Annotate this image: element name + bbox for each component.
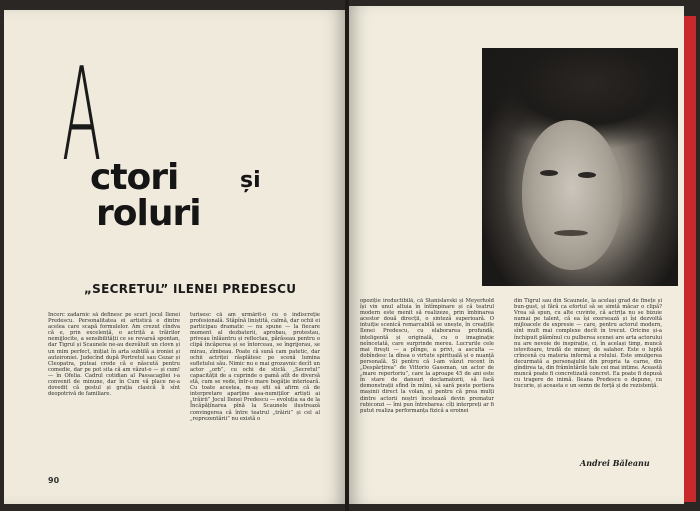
portrait-face [522, 120, 622, 270]
article-column-2: turisesc că am urmărit-o cu o indiscreție profesională. Stăpînă liniștită, calmă, dar ochii ei participau dramatic — nu spune — la fiecare moment al dezbaterii, aprobau, protestau, priveau înlăuntru și reflectau, părăseau pentru o clipă încăperea și se întorceau, se îngrijorau, se mirau, zîmbeau. Poate că sună cam patetic, dar ochii actriței răsplătesc pe scenă lumina sufletului său. Nimic nu e mai grozavnic decît un actor „orb”, cu ochi de sticlă. „Secretul” capacității de a cuprinde o gamă atît de diversă stă, cum se vede, într-o mare bogăție interioară. Cu toate acestea, m-aș sfii să afirm că de interpretare aparține asa-numiților artiști ai „trăirii” Jocul Ilenei Predescu — evoluția sa de la Încăpățînarea pînă la Scaunele ilustrează convingerea că între teatrul „trăirii” și cel al „reprezentării” nu există o [190, 312, 320, 422]
portrait-photo [482, 48, 678, 286]
article-column-3: opoziție ireductibilă, că Stanislavski și Meyerhold își vin unul altuia în întîmpinare și că teatrul modern este menit să realizeze, prin îmbinarea acestor două direcții, o sinteză superioară. O intuiție scenică remarcabilă se unește, în creațiile Ilenei Predescu, cu elaborarea profundă, inteligentă și originală, cu o imaginație neîncetată, care surprinde mereu. Lucrurile cele mai fireşti — a plînge, a privi, a asculta — dobîndesc la dînsa o virtute spirituală și o nuanță personală. Și pentru că l-am văzut recent în „Despărțirea” de Vittorio Gassman, un actor de „mare repertoriu”, care la aproape 45 de ani este în stare de dansuri declamatorii, să facă demonstrații sfînd în mîini, să sară peste portiera mașinii direct la volan, și pentru că prea mulți dintre actorii noștri încetează devin prematur rubiconzi — îmi pun întrebarea: cîți interpreți ar fi putut realiza performanța fizică a eroinei [360, 298, 494, 414]
title-word-actori: ctori [90, 157, 179, 198]
red-edge-tab [684, 16, 696, 502]
title-initial: A [62, 41, 100, 190]
article-subtitle: „SECRETUL” ILENEI PREDESCU [84, 282, 297, 296]
article-author: Andrei Băleanu [580, 458, 650, 468]
page-number: 90 [48, 476, 60, 485]
title-word-roluri: roluri [96, 193, 201, 234]
article-column-1: Incerc zadarnic să definesc pe scurt jocul Ilenei Predescu. Personalitatea ei artistică e dintre acelea care scapă formulelor. Am crezut cîndva că e, prin excelență, o actriță a trăirilor nemijlocite, a sensibilității ce se revarsă spontan, dar Tigrul și Scaunele ne-au dezvăluit un clovn și un mim perfect, inițiat în arta subtilă a ironiei și autoironiei. Judecînd după Portretul sau Cezar și Cleopatra, puteai crede că e născută pentru comedie, dar pe pot sita că am văzut-o — și cum! — în Ofelia. Cadrul cotidian al Passacagliei i-a convenit de minune, dar în Cum vă place ne-a dovedit că gestul și grația clasică îi sînt deopotrivă de familiare. [48, 312, 180, 398]
book-spine [345, 0, 349, 511]
title-word-si: și [240, 168, 261, 193]
portrait-left-eye [540, 170, 558, 176]
article-column-4: din Tigrul sau din Scaunele, la același grad de finețe și bun-gust, și fără ca efortul să se simtă măcar o clipă? Vrea să spun, cu alte cuvinte, că actrița nu se bizuie numai pe talent, că ea își exersează și își dezvoltă mijloacele de expresie — care, pentru actorul modern, sînt mult mai complexe decît în trecut. Oricine și-a închipuit plămînul cu pulberea scenei are arta actorului nu are nevoie de inspirație, ci, în același timp, muncă istovitoare, trudă de miner, de salahor. Este o luptă crîncenă cu materia informă a rolului. Este smulgerea decurmată a personajului din propria ta carne, din gîndirea ta, din frămîntările tale cei mai intime. Această muncă poate fi concretizată concret. Ea poate fi depusă cu tragere de inimă. Ileana Predescu o depune, cu bucurie, și aceasta e un semn de forță și de rezistență. [514, 298, 662, 390]
portrait-right-eye [578, 172, 596, 178]
portrait-mouth [554, 230, 588, 236]
